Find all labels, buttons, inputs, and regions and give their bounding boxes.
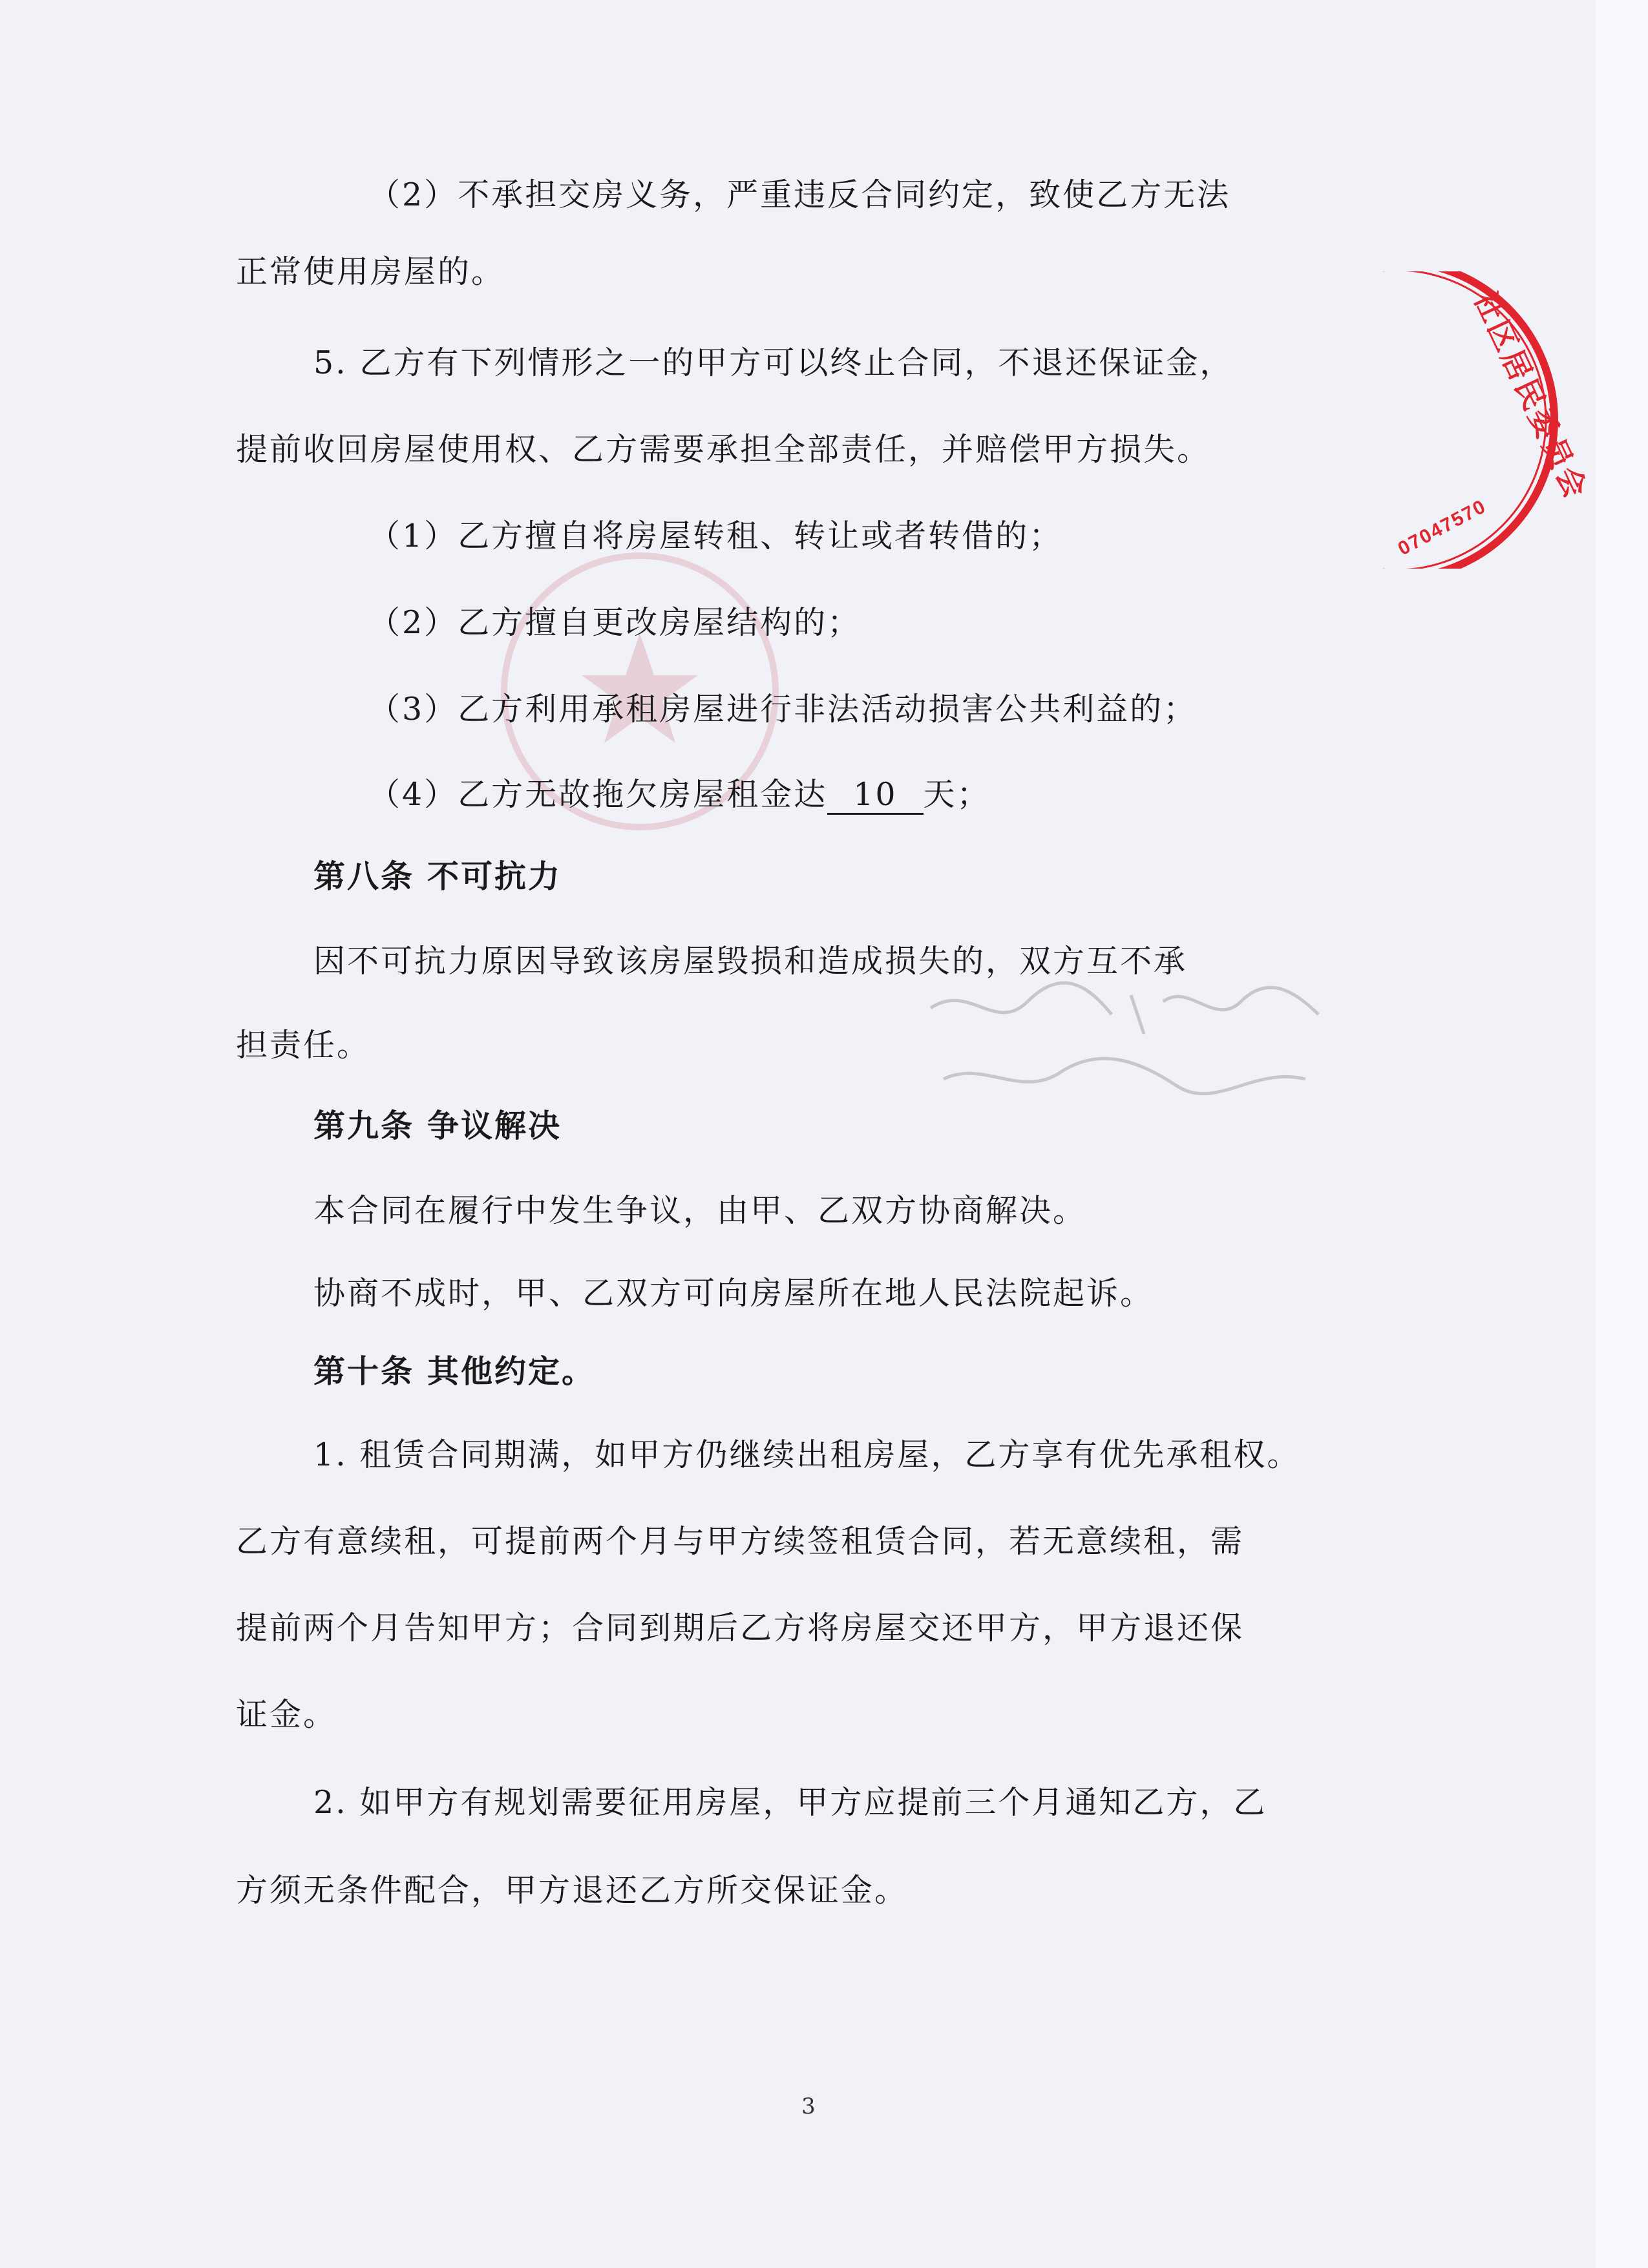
text-line: （3）乙方利用承租房屋进行非法活动损害公共利益的； [368,691,1198,728]
days-blank: 10 [827,777,923,815]
text-line: 1. 租赁合同期满，如甲方仍继续出租房屋，乙方享有优先承租权。 [313,1436,1301,1473]
text-line: （1）乙方擅自将房屋转租、转让或者转借的； [368,518,1063,554]
text-line: （2）不承担交房义务，严重违反合同约定，致使乙方无法 [368,176,1231,213]
page-edge [1596,0,1648,2268]
svg-text:07047570: 07047570 [1394,495,1490,560]
article-8-title: 第八条 不可抗力 [313,857,562,895]
text-line: （2）乙方擅自更改房屋结构的； [368,604,861,641]
text-line: 提前收回房屋使用权、乙方需要承担全部责任，并赔偿甲方损失。 [236,431,1211,468]
text-line: 乙方有意续租，可提前两个月与甲方续签租赁合同，若无意续租，需 [236,1523,1245,1560]
seal-text [1468,286,1594,505]
svg-text:社区居民委员会: 社区居民委员会 [1467,286,1594,505]
article-9-title: 第九条 争议解决 [313,1107,562,1144]
text-line: 正常使用房屋的。 [236,253,505,290]
text-line: 因不可抗力原因导致该房屋毁损和造成损失的，双方互不承 [313,943,1188,980]
article-10-title: 第十条 其他约定。 [313,1352,596,1390]
text-line: 方须无条件配合，甲方退还乙方所交保证金。 [236,1872,909,1909]
text-line: 5. 乙方有下列情形之一的甲方可以终止合同，不退还保证金， [313,344,1234,381]
text-line: 协商不成时，甲、乙双方可向房屋所在地人民法院起诉。 [313,1275,1154,1312]
text-line: 担责任。 [236,1027,371,1064]
bleed-through-signature [918,969,1331,1111]
text-line: 2. 如甲方有规划需要征用房屋，甲方应提前三个月通知乙方，乙 [313,1784,1267,1821]
text-line [368,774,991,815]
official-seal [1383,271,1594,569]
text-line: 证金。 [236,1696,337,1733]
seal-code [1395,496,1490,560]
clause-suffix: 天； [923,776,991,813]
text-line: 本合同在履行中发生争议，由甲、乙双方协商解决。 [313,1192,1087,1229]
clause-prefix: （4）乙方无故拖欠房屋租金达 [368,776,828,813]
page-number: 3 [801,2094,816,2119]
text-line: 提前两个月告知甲方；合同到期后乙方将房屋交还甲方，甲方退还保 [236,1610,1245,1646]
